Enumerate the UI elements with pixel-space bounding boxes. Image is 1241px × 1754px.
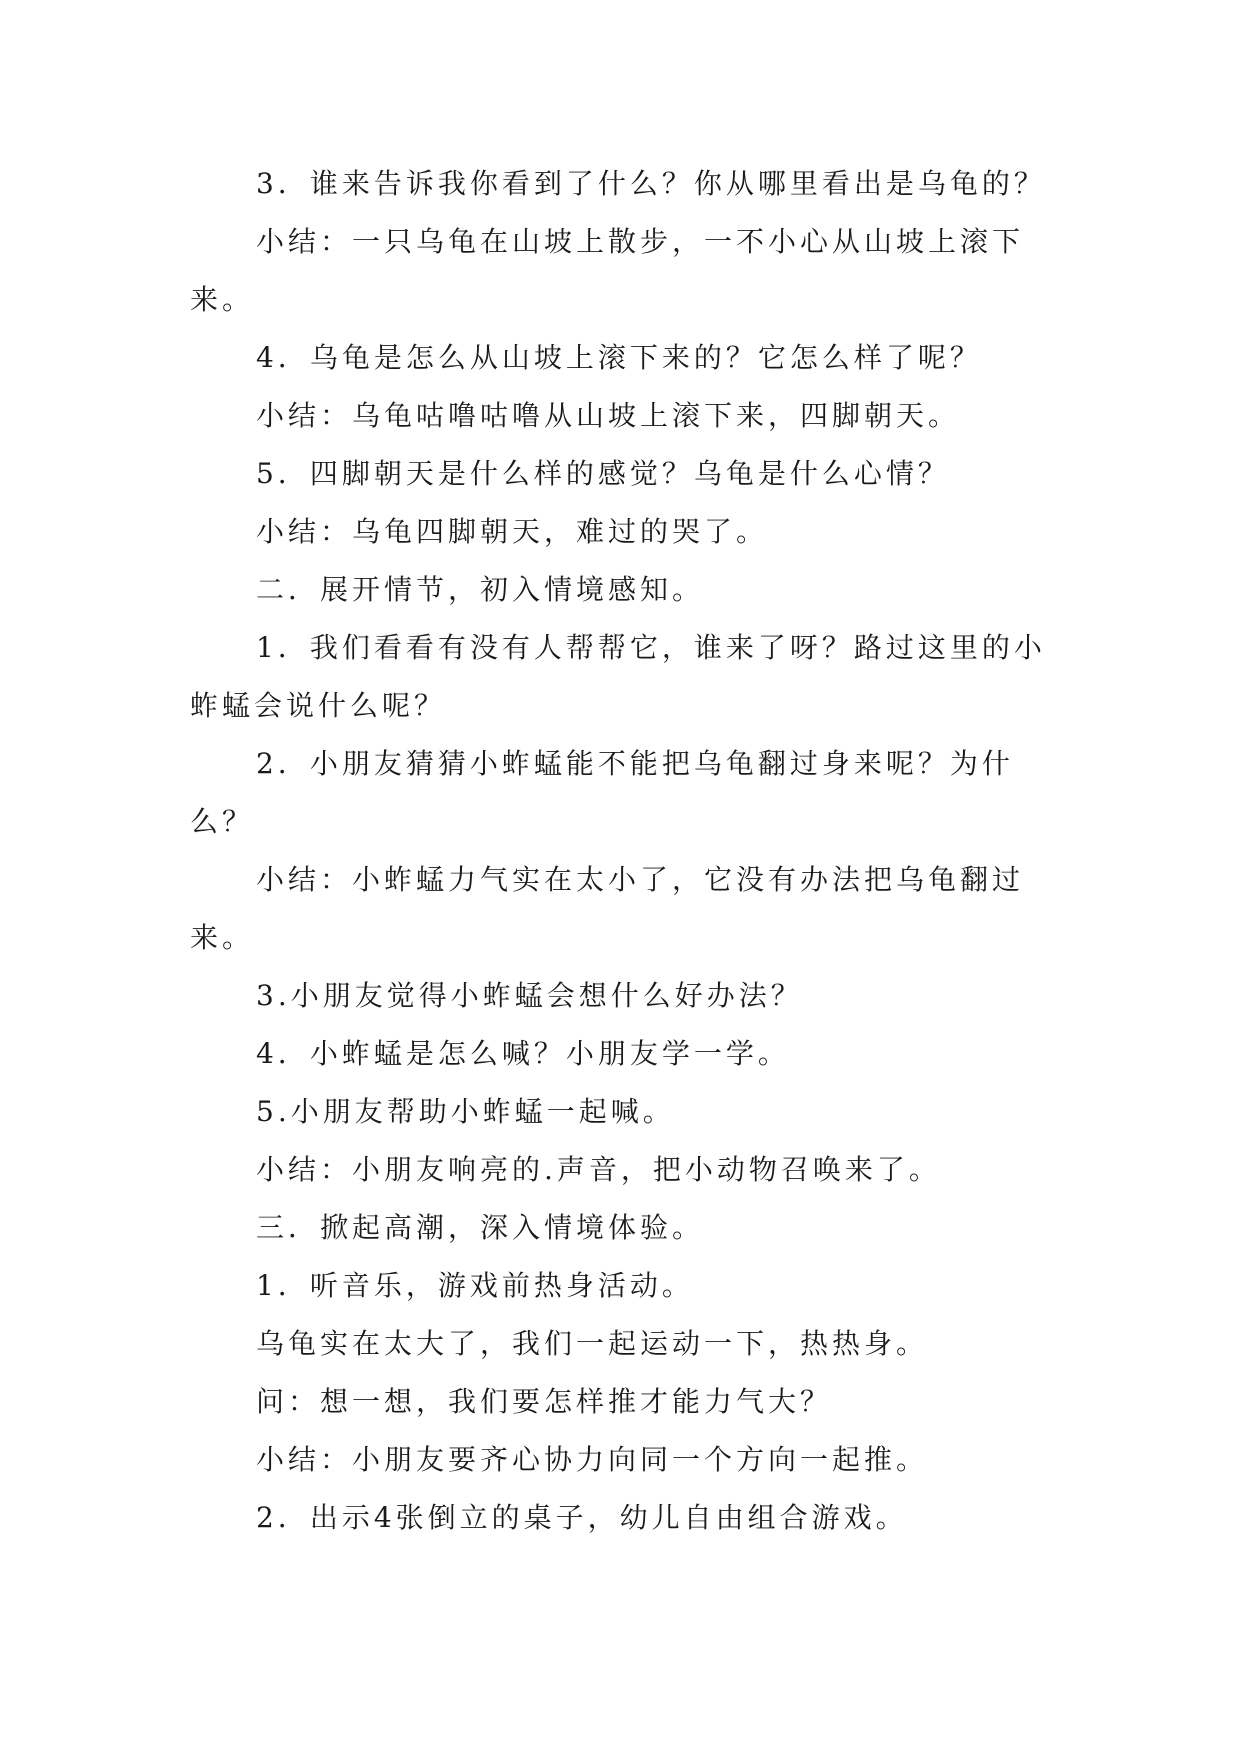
document-body [190, 155, 1050, 1547]
paragraph: 小结：小朋友响亮的.声音，把小动物召唤来了。 [256, 1153, 941, 1186]
paragraph: 1．我们看看有没有人帮帮它，谁来了呀？路过这里的小蚱蜢会说什么呢？ [190, 631, 1046, 722]
paragraph: 3．谁来告诉我你看到了什么？你从哪里看出是乌龟的？ [256, 167, 1046, 200]
paragraph: 2．出示4张倒立的桌子，幼儿自由组合游戏。 [256, 1501, 908, 1534]
paragraph: 乌龟实在太大了，我们一起运动一下，热热身。 [256, 1327, 929, 1360]
paragraph: 小结：一只乌龟在山坡上散步，一不小心从山坡上滚下来。 [190, 225, 1025, 316]
paragraph: 1．听音乐，游戏前热身活动。 [256, 1269, 694, 1302]
paragraph: 小结：小蚱蜢力气实在太小了，它没有办法把乌龟翻过来。 [190, 863, 1025, 954]
paragraph: 2．小朋友猜猜小蚱蜢能不能把乌龟翻过身来呢？为什么？ [190, 747, 1014, 838]
section-heading: 二．展开情节，初入情境感知。 [256, 573, 705, 606]
paragraph: 问：想一想，我们要怎样推才能力气大？ [256, 1385, 833, 1418]
paragraph: 4．小蚱蜢是怎么喊？小朋友学一学。 [256, 1037, 790, 1070]
paragraph: 5.小朋友帮助小蚱蜢一起喊。 [256, 1095, 675, 1128]
paragraph: 4．乌龟是怎么从山坡上滚下来的？它怎么样了呢？ [256, 341, 982, 374]
paragraph: 小结：乌龟咕噜咕噜从山坡上滚下来，四脚朝天。 [256, 399, 961, 432]
section-heading: 三．掀起高潮，深入情境体验。 [256, 1211, 705, 1244]
paragraph: 5．四脚朝天是什么样的感觉？乌龟是什么心情？ [256, 457, 950, 490]
paragraph: 小结：乌龟四脚朝天，难过的哭了。 [256, 515, 769, 548]
paragraph: 3.小朋友觉得小蚱蜢会想什么好办法？ [256, 979, 803, 1012]
paragraph: 小结：小朋友要齐心协力向同一个方向一起推。 [256, 1443, 929, 1476]
